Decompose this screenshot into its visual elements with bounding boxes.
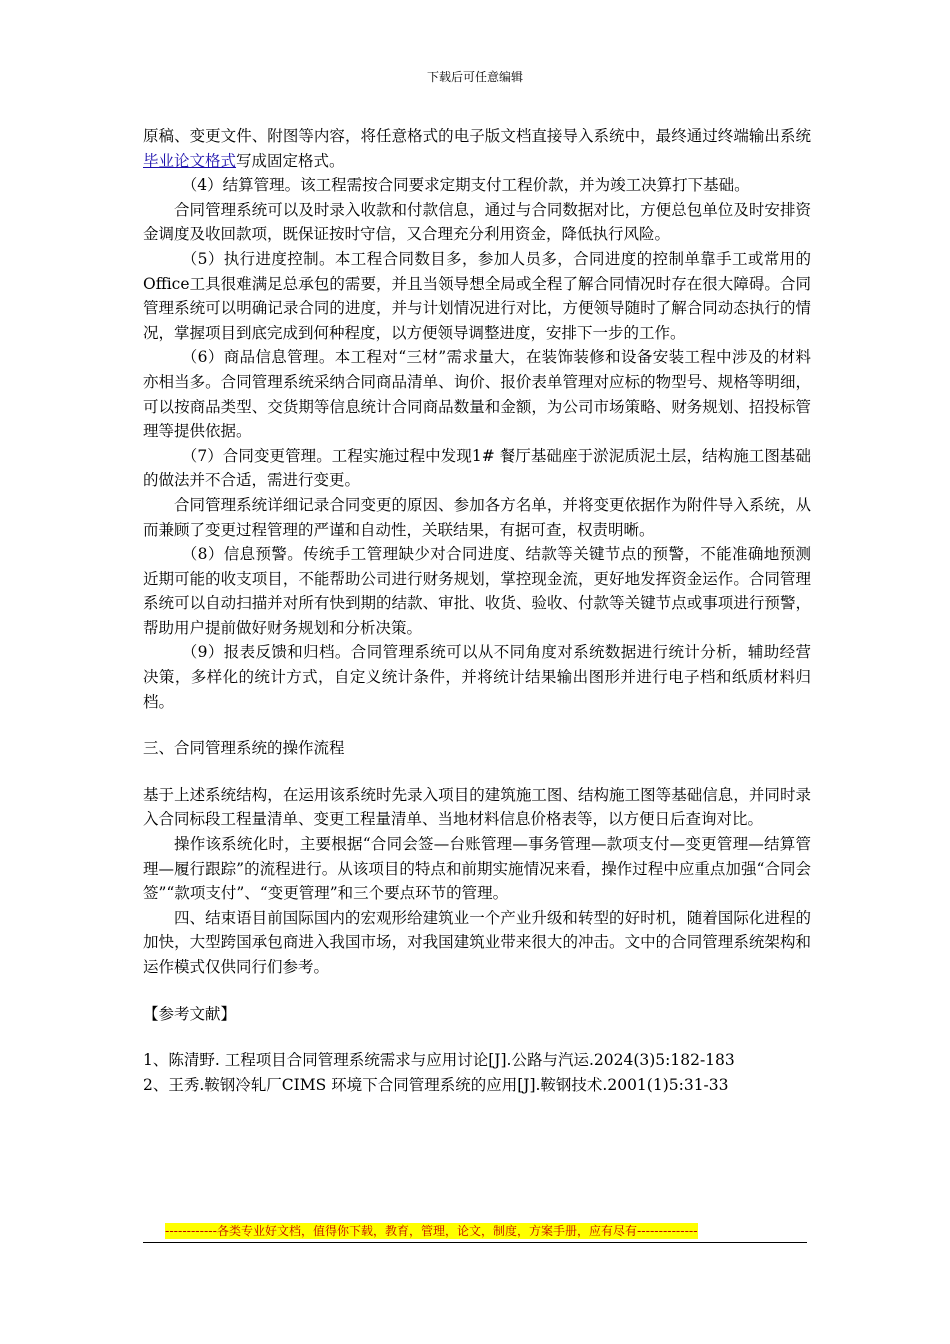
reference-item: 1、陈清野. 工程项目合同管理系统需求与应用讨论[J].公路与汽运.2024(3)5:182-183	[143, 1051, 735, 1070]
thesis-format-link[interactable]: 毕业论文格式	[143, 151, 237, 170]
paragraph-settlement: （4）结算管理。该工程需按合同要求定期支付工程价款，并为竣工决算打下基础。	[181, 176, 750, 195]
paragraph-progress-control: （5）执行进度控制。本工程合同数目多，参加人员多，合同进度的控制单靠手工或常用的Office工具很难满足总承包的需要，并且当领导想全局或全程了解合同情况时存在很大障碍。合同管理系统可以明确记录合同的进度，并与计划情况进行对比，方便领导随时了解合同动态执行的情况，掌握项目到底完成到何种程度，以方便领导调整进度，安排下一步的工作。	[143, 249, 811, 342]
paragraph: 操作该系统化时，主要根据“合同会签—台账管理—事务管理—款项支付—变更管理—结算管理—履行跟踪”的流程进行。从该项目的特点和前期实施情况来看，操作过程中应重点加强“合同会签”“款项支付”、“变更管理”和三个要点环节的管理。	[143, 835, 811, 903]
paragraph-product-info: （6）商品信息管理。本工程对“三材”需求量大，在装饰装修和设备安装工程中涉及的材料亦相当多。合同管理系统采纳合同商品清单、询价、报价表单管理对应标的物型号、规格等明细，可以按商品类型、交货期等信息统计合同商品数量和金额，为公司市场策略、财务规划、招投标管理等提供依据。	[143, 348, 811, 441]
paragraph-conclusion: 四、结束语目前国际国内的宏观形给建筑业一个产业升级和转型的好时机，随着国际化进程的加快，大型跨国承包商进入我国市场，对我国建筑业带来很大的冲击。文中的合同管理系统架构和运作模式仅供同行们参考。	[143, 908, 811, 976]
paragraph: 基于上述系统结构，在运用该系统时先录入项目的建筑施工图、结构施工图等基础信息，并同时录入合同标段工程量清单、变更工程量清单、当地材料信息价格表等，以方便日后查询对比。	[143, 785, 811, 829]
paragraph-contract-change: （7）合同变更管理。工程实施过程中发现1# 餐厅基础座于淤泥质泥土层，结构施工图基础的做法并不合适，需进行变更。	[143, 446, 811, 490]
footer-divider	[143, 1242, 807, 1243]
spacer	[143, 761, 811, 783]
paragraph	[143, 124, 811, 173]
spacer	[143, 980, 811, 1002]
page-header: 下载后可任意编辑	[426, 70, 523, 84]
reference-item: 2、王秀.鞍钢冷轧厂CIMS 环境下合同管理系统的应用[J].鞍钢技术.2001(1)5:31-33	[143, 1075, 729, 1094]
spacer	[143, 1026, 811, 1048]
paragraph-report: （9）报表反馈和归档。合同管理系统可以从不同角度对系统数据进行统计分析，辅助经营决策，多样化的统计方式，自定义统计条件，并将统计结果输出图形并进行电子档和纸质材料归档。	[143, 643, 811, 711]
section-heading: 三、合同管理系统的操作流程	[143, 739, 345, 758]
footer-banner: ------------各类专业好文档，值得你下载，教育，管理，论文，制度，方案手册，应有尽有--------------	[165, 1224, 698, 1238]
paragraph-warning: （8）信息预警。传统手工管理缺少对合同进度、结款等关键节点的预警，不能准确地预测近期可能的收支项目，不能帮助公司进行财务规划，掌控现金流，更好地发挥资金运作。合同管理系统可以自动扫描并对所有快到期的结款、审批、收货、验收、付款等关键节点或事项进行预警，帮助用户提前做好财务规划和分析决策。	[143, 545, 811, 637]
references-heading: 【参考文献】	[143, 1004, 237, 1023]
paragraph: 合同管理系统详细记录合同变更的原因、参加各方名单，并将变更依据作为附件导入系统，从而兼顾了变更过程管理的严谨和自动性，关联结果，有据可查，权责明晰。	[143, 495, 811, 539]
spacer	[143, 714, 811, 736]
references-list	[143, 1048, 811, 1097]
document-body	[143, 124, 811, 1097]
paragraph: 合同管理系统可以及时录入收款和付款信息，通过与合同数据对比，方便总包单位及时安排资金调度及收回款项，既保证按时守信，又合理充分利用资金，降低执行风险。	[143, 200, 811, 244]
paragraph-text: 写成固定格式。	[236, 151, 345, 170]
paragraph-text: 原稿、变更文件、附图等内容，将任意格式的电子版文档直接导入系统中，最终通过终端输出系统	[143, 127, 811, 145]
